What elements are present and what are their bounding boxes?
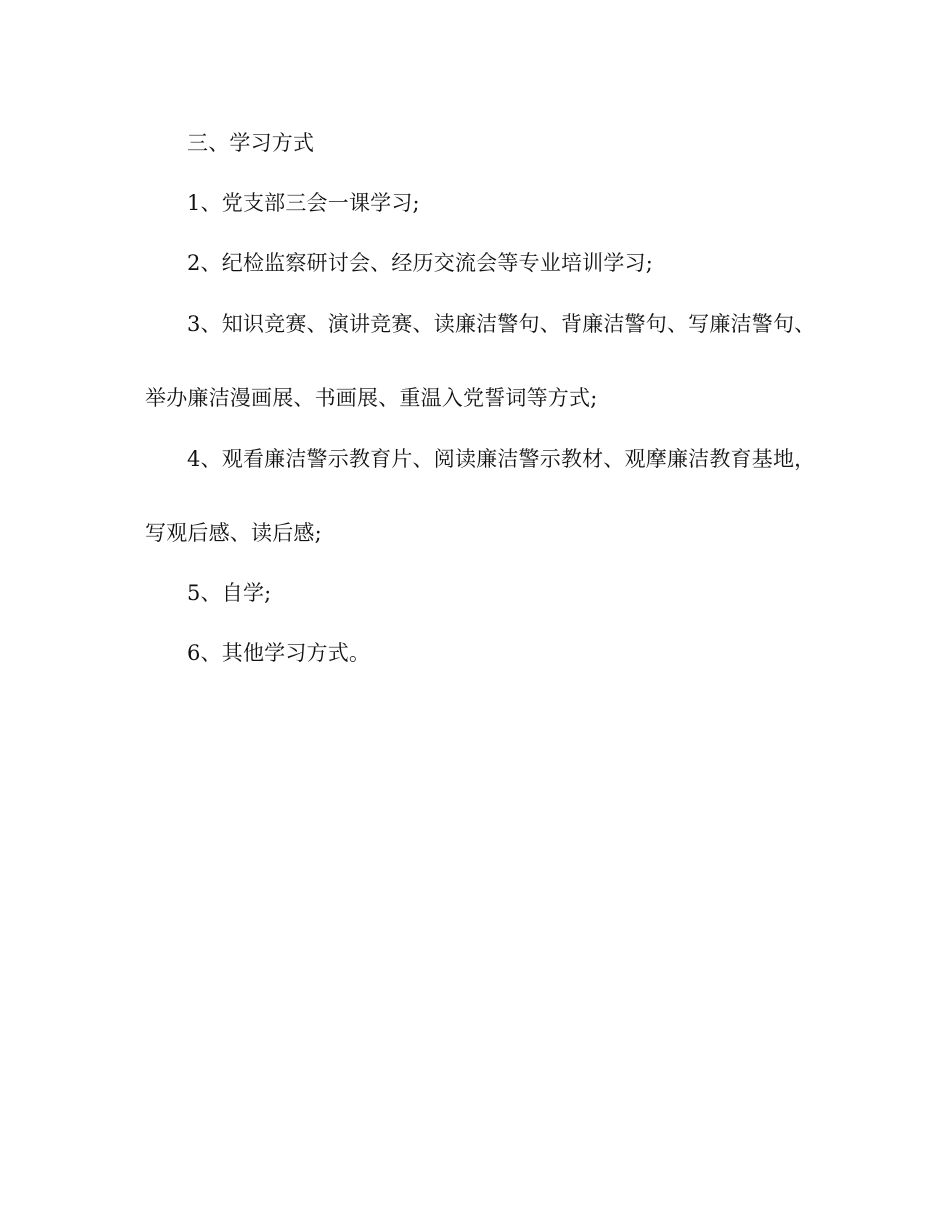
- section-heading: 三、学习方式: [187, 131, 315, 155]
- list-item: 2、纪检监察研讨会、经历交流会等专业培训学习;: [187, 251, 654, 275]
- list-item: 4、观看廉洁警示教育片、阅读廉洁警示教材、观摩廉洁教育基地，写观后感、读后感;: [145, 447, 816, 545]
- document-body: [145, 121, 835, 691]
- list-item: 6、其他学习方式。: [187, 641, 371, 665]
- list-item: 1、党支部三会一课学习;: [187, 191, 420, 215]
- list-item: 3、知识竞赛、演讲竞赛、读廉洁警句、背廉洁警句、写廉洁警句、举办廉洁漫画展、书画展、重温入党誓词等方式;: [145, 312, 816, 410]
- list-item: 5、自学;: [187, 581, 272, 605]
